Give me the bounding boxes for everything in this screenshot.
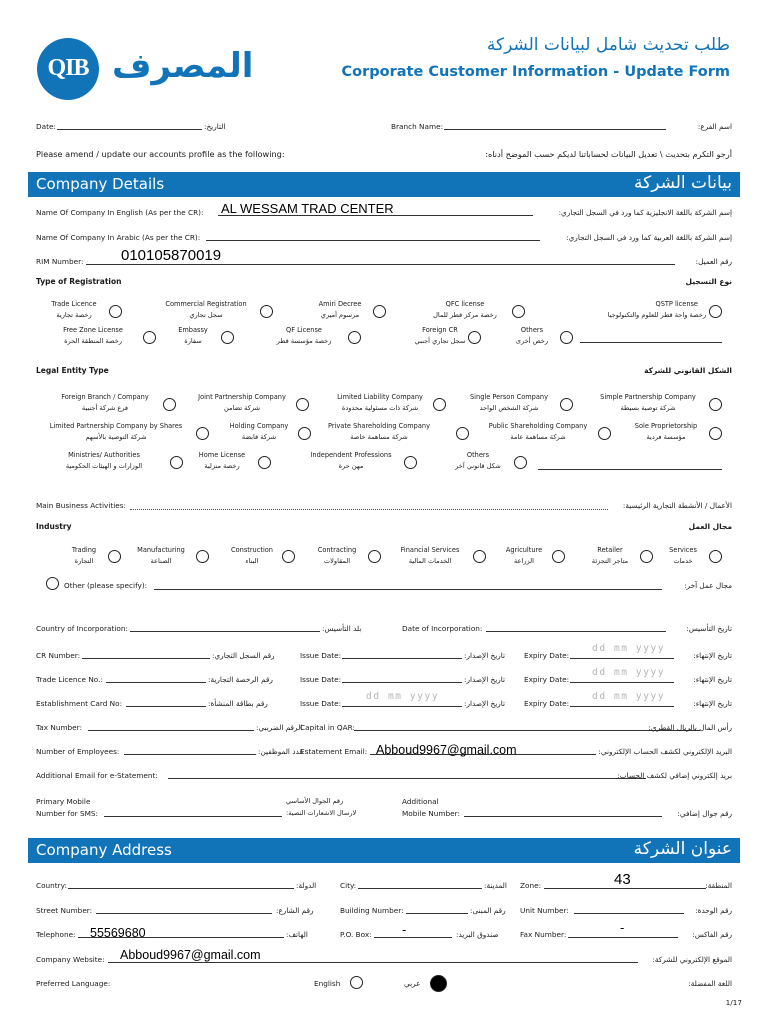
reg-foreign-cr-radio[interactable]	[468, 331, 481, 344]
est-issue-label: Issue Date:	[300, 699, 342, 708]
reg-commercial-registration[interactable]	[158, 300, 254, 319]
reg-qstp-license[interactable]	[560, 300, 706, 319]
rim-field[interactable]	[86, 264, 675, 265]
addr-street-label: Street Number:	[36, 906, 93, 915]
addr-building-label: Building Number:	[340, 906, 404, 915]
industry-other-label: Other (please specify):	[64, 581, 148, 590]
addr-country-label: Country:	[36, 881, 67, 890]
cr-issue-label: Issue Date:	[300, 651, 342, 660]
option-label-ar: خدمات	[673, 557, 693, 565]
option-label: Financial Services	[400, 546, 460, 554]
addr-country-label-ar: الدولة:	[296, 881, 317, 890]
option-label: Limited Liability Company	[337, 393, 423, 401]
cr-expiry-label-ar: تاريخ الإنتهاء:	[693, 651, 732, 660]
estatement-label: Estatement Email:	[300, 747, 368, 756]
industry-construction[interactable]	[224, 546, 280, 565]
option-label-ar: شركة الشخص الواحد	[479, 404, 539, 412]
trade-label: Trade Licence No.:	[36, 675, 103, 684]
legal-joint-partnership-radio[interactable]	[296, 398, 309, 411]
trade-label-ar: رقم الرخصة التجارية:	[208, 675, 273, 684]
primary-mobile-field[interactable]	[104, 816, 282, 817]
industry-financial[interactable]	[392, 546, 468, 565]
option-label-ar: سجل تجاري أجنبي	[414, 337, 466, 345]
legal-others-radio[interactable]	[514, 456, 527, 469]
option-label-ar: مرسوم أميري	[320, 311, 360, 319]
option-label: Foreign Branch / Company	[61, 393, 149, 401]
option-label-ar: رخصة مؤسسة قطر	[276, 337, 332, 345]
intro-text: Please amend / update our accounts profile as the following:	[36, 149, 285, 159]
option-label-ar: الزراعة	[514, 557, 534, 565]
addr-website-label: Company Website:	[36, 955, 105, 964]
industry-other-label-ar: مجال عمل آخر:	[684, 581, 732, 590]
industry-manufacturing-radio[interactable]	[196, 550, 209, 563]
date-label-ar: التاريخ:	[204, 122, 226, 131]
option-label: Trade Licence	[51, 300, 97, 308]
industry-other-field[interactable]	[154, 589, 662, 590]
legal-sole-proprietorship[interactable]	[626, 422, 706, 441]
option-label: Independent Professions	[310, 451, 392, 459]
industry-trading-radio[interactable]	[108, 550, 121, 563]
addr-telephone-value: 55569680	[90, 926, 146, 940]
addr-telephone-label-ar: الهاتف:	[286, 930, 308, 939]
addr-zone-label: Zone:	[520, 881, 542, 890]
addr-city-label: City:	[340, 881, 357, 890]
legal-simple-partnership[interactable]	[594, 393, 702, 412]
addr-country-field[interactable]	[68, 888, 294, 889]
bank-name-ar: المصرف	[112, 46, 254, 86]
legal-single-person[interactable]	[462, 393, 556, 412]
company-address-title-ar: عنوان الشركة	[633, 839, 732, 859]
intro-text-ar: أرجو التكرم بتحديث \ تعديل البيانات لحساباتنا لديكم حسب الموضح أدناه:	[485, 149, 732, 159]
legal-independent[interactable]	[302, 451, 400, 470]
addr-fax-label-ar: رقم الفاكس:	[692, 930, 732, 939]
option-label: QF License	[286, 326, 322, 334]
addr-unit-label-ar: رقم الوحدة:	[695, 906, 732, 915]
date-field[interactable]	[57, 129, 202, 130]
legal-title: Legal Entity Type	[36, 366, 109, 375]
addr-city-field[interactable]	[358, 888, 482, 889]
date-label: Date:	[36, 122, 56, 131]
company-details-bar	[28, 172, 740, 197]
addr-building-label-ar: رقم المبنى:	[470, 906, 506, 915]
company-details-title: Company Details	[36, 175, 165, 193]
cr-label: CR Number:	[36, 651, 81, 660]
industry-other-radio[interactable]	[46, 577, 59, 590]
option-label: Simple Partnership Company	[600, 393, 696, 401]
estatement-value: Abboud9967@gmail.com	[376, 743, 517, 757]
capital-label: Capital in QAR:	[300, 723, 355, 732]
option-label-ar: الخدمات المالية	[408, 557, 452, 565]
add-email-label-ar: بريد إلكتروني إضافي لكشف الحساب:	[617, 771, 732, 780]
industry-trading[interactable]	[62, 546, 106, 565]
trade-issue-field[interactable]	[342, 682, 462, 683]
company-address-title: Company Address	[36, 841, 172, 859]
option-label: Services	[669, 546, 697, 554]
option-label-ar: البناء	[245, 557, 259, 565]
option-label-ar: متاجر التجزئة	[591, 557, 629, 565]
est-expiry-label-ar: تاريخ الإنتهاء:	[693, 699, 732, 708]
legal-independent-radio[interactable]	[404, 456, 417, 469]
option-label: Home License	[198, 451, 246, 459]
industry-agriculture-radio[interactable]	[552, 550, 565, 563]
date-inc-field[interactable]	[486, 631, 666, 632]
option-label-ar: رخصة المنطقة الحرة	[64, 337, 122, 345]
option-label: QSTP license	[655, 300, 698, 308]
registration-title: Type of Registration	[36, 277, 122, 286]
legal-private-shareholding[interactable]	[306, 422, 452, 441]
option-label-ar: شكل قانوني آخر	[455, 462, 501, 470]
industry-title: Industry	[36, 522, 72, 531]
add-mobile-label-1: Additional	[402, 797, 439, 806]
legal-holding[interactable]	[222, 422, 296, 441]
employees-field[interactable]	[124, 754, 256, 755]
industry-contracting-radio[interactable]	[368, 550, 381, 563]
branch-field[interactable]	[444, 129, 666, 130]
company-details-title-ar: بيانات الشركة	[633, 173, 732, 193]
option-label: Others	[466, 451, 490, 459]
legal-limited-partnership-shares[interactable]	[40, 422, 192, 441]
legal-ministries-radio[interactable]	[170, 456, 183, 469]
employees-label: Number of Employees:	[36, 747, 120, 756]
trade-expiry-label-ar: تاريخ الإنتهاء:	[693, 675, 732, 684]
addr-city-label-ar: المدينة:	[484, 881, 507, 890]
option-label-ar: الصناعة	[150, 557, 172, 565]
trade-expiry-field[interactable]	[570, 682, 674, 683]
activities-label-ar: الأعمال / الأنشطة التجارية الرئيسية:	[622, 501, 732, 510]
branch-label-ar: اسم الفرع:	[697, 122, 732, 131]
primary-mobile-label-ar-2: لارسال الاشعارات النصية:	[286, 809, 357, 817]
cr-issue-label-ar: تاريخ الإصدار:	[464, 651, 506, 660]
legal-private-shareholding-radio[interactable]	[456, 427, 469, 440]
add-email-field[interactable]	[168, 778, 646, 779]
option-label-ar: سفارة	[184, 337, 202, 345]
option-label-ar: شركة تضامن	[223, 404, 261, 412]
option-label: Limited Partnership Company by Shares	[49, 422, 183, 430]
option-label: Ministries/ Authorities	[68, 451, 140, 459]
option-label: Single Person Company	[470, 393, 548, 401]
est-field[interactable]	[126, 706, 206, 707]
reg-qf-license-radio[interactable]	[348, 331, 361, 344]
name-ar-label-ar: إسم الشركة باللغة العربية كما ورد في السجل التجاري:	[566, 233, 732, 242]
industry-manufacturing[interactable]	[128, 546, 194, 565]
option-label-ar: الوزارات و الهيئات الحكومية	[65, 462, 143, 470]
form-title-en: Corporate Customer Information - Update Form	[341, 64, 730, 80]
option-label: Free Zone License	[63, 326, 123, 334]
legal-sole-proprietorship-radio[interactable]	[709, 427, 722, 440]
reg-qf-license[interactable]	[264, 326, 344, 345]
option-label: Foreign CR	[422, 326, 458, 334]
lang-english-label: English	[314, 979, 341, 988]
primary-mobile-label-ar-1: رقم الجوال الأساسي	[286, 797, 344, 805]
est-expiry-field[interactable]	[570, 706, 674, 707]
industry-services-radio[interactable]	[709, 550, 722, 563]
reg-foreign-cr[interactable]	[412, 326, 468, 345]
option-label: Joint Partnership Company	[198, 393, 286, 401]
qib-logo	[37, 38, 99, 100]
industry-contracting[interactable]	[310, 546, 364, 565]
addr-unit-label: Unit Number:	[520, 906, 569, 915]
legal-simple-partnership-radio[interactable]	[709, 398, 722, 411]
option-label-ar: فرع شركة أجنبية	[81, 404, 129, 412]
est-issue-label-ar: تاريخ الإصدار:	[464, 699, 506, 708]
est-expiry-label: Expiry Date:	[524, 699, 570, 708]
addr-building-field[interactable]	[406, 913, 468, 914]
legal-others[interactable]	[446, 451, 510, 470]
legal-others-field[interactable]	[538, 469, 722, 470]
addr-zone-value: 43	[614, 871, 631, 888]
reg-qfc-license[interactable]	[422, 300, 508, 319]
lang-english-radio[interactable]	[350, 976, 363, 989]
trade-field[interactable]	[106, 682, 206, 683]
addr-fax-label: Fax Number:	[520, 930, 567, 939]
name-en-label-ar: إسم الشركة باللغة الانجليزية كما ورد في السجل التجاري:	[558, 208, 732, 217]
primary-mobile-label-2: Number for SMS:	[36, 809, 99, 818]
option-label: Trading	[71, 546, 97, 554]
country-inc-label: Country of Incorporation:	[36, 624, 128, 633]
option-label: Amiri Decree	[318, 300, 362, 308]
capital-label-ar: رأس المال بالريال القطري:	[648, 723, 732, 732]
legal-single-person-radio[interactable]	[560, 398, 573, 411]
add-mobile-field[interactable]	[464, 816, 662, 817]
option-label-ar: المقاولات	[323, 557, 351, 565]
add-mobile-label-ar: رقم جوال إضافي:	[677, 809, 732, 818]
registration-title-ar: نوع التسجيل	[685, 277, 732, 286]
branch-label: Branch Name:	[391, 122, 444, 131]
industry-services[interactable]	[662, 546, 704, 565]
reg-free-zone-radio[interactable]	[143, 331, 156, 344]
option-label-ar: شركة قابضة	[241, 433, 277, 441]
legal-foreign-branch-radio[interactable]	[163, 398, 176, 411]
employees-label-ar: عدد الموظفين:	[258, 747, 304, 756]
option-label-ar: مهن حرة	[338, 462, 364, 470]
rim-label-ar: رقم العميل:	[695, 257, 732, 266]
addr-language-label: Preferred Language:	[36, 979, 111, 988]
addr-language-label-ar: اللغة المفضلة:	[688, 979, 732, 988]
addr-telephone-label: Telephone:	[36, 930, 76, 939]
legal-title-ar: الشكل القانوني للشركة	[644, 366, 732, 375]
primary-mobile-label-1: Primary Mobile	[36, 797, 91, 806]
option-label-ar: شركة مساهمة عامة	[510, 433, 566, 441]
option-label-ar: شركة مساهمة خاصة	[350, 433, 408, 441]
legal-public-shareholding-radio[interactable]	[598, 427, 611, 440]
legal-llc[interactable]	[330, 393, 430, 412]
option-label-ar: رخصة مركز قطر للمال	[433, 311, 497, 319]
option-label-ar: سجل تجاري	[189, 311, 223, 319]
reg-others-radio[interactable]	[560, 331, 573, 344]
option-label-ar: شركة التوصية بالأسهم	[85, 433, 147, 441]
addr-fax-field[interactable]	[568, 937, 678, 938]
option-label: Embassy	[178, 326, 208, 334]
reg-qstp-license-radio[interactable]	[709, 305, 722, 318]
estatement-label-ar: البريد الإلكتروني لكشف الحساب الإلكتروني:	[598, 747, 732, 756]
est-label-ar: رقم بطاقة المنشأة:	[208, 699, 268, 708]
industry-financial-radio[interactable]	[473, 550, 486, 563]
option-label: Construction	[231, 546, 273, 554]
cr-label-ar: رقم السجل التجاري:	[212, 651, 275, 660]
option-label: Holding Company	[229, 422, 289, 430]
option-label: Manufacturing	[137, 546, 185, 554]
option-label-ar: شركة ذات مسئولية محدودة	[341, 404, 419, 412]
option-label: QFC license	[445, 300, 485, 308]
reg-qfc-license-radio[interactable]	[512, 305, 525, 318]
form-title-ar: طلب تحديث شامل لبيانات الشركة	[486, 35, 730, 55]
reg-embassy-radio[interactable]	[221, 331, 234, 344]
reg-others-field[interactable]	[580, 342, 722, 343]
name-ar-field[interactable]	[206, 240, 540, 241]
addr-pobox-value: -	[402, 922, 407, 937]
qib-logo-text: QIB	[47, 55, 89, 81]
trade-expiry-label: Expiry Date:	[524, 675, 570, 684]
addr-unit-field[interactable]	[574, 913, 684, 914]
est-issue-field[interactable]	[342, 706, 462, 707]
addr-pobox-field[interactable]	[374, 937, 452, 938]
legal-home-license[interactable]	[192, 451, 252, 470]
legal-ministries[interactable]	[40, 451, 168, 470]
option-label-ar: التجارة	[74, 557, 94, 565]
industry-retailer[interactable]	[580, 546, 640, 565]
trade-expiry-hint: dd mm yyyy	[592, 667, 666, 678]
option-label: Public Shareholding Company	[488, 422, 588, 430]
activities-field[interactable]	[130, 509, 608, 510]
addr-zone-field[interactable]	[544, 888, 706, 889]
legal-llc-radio[interactable]	[433, 398, 446, 411]
activities-label: Main Business Activities:	[36, 501, 126, 510]
option-label-ar: رخصة منزلية	[204, 462, 240, 470]
reg-embassy[interactable]	[168, 326, 218, 345]
option-label: Retailer	[597, 546, 623, 554]
addr-pobox-label-ar: صندوق البريد:	[456, 930, 499, 939]
addr-street-field[interactable]	[96, 913, 272, 914]
est-label: Establishment Card No:	[36, 699, 123, 708]
option-label: Private Shareholding Company	[327, 422, 430, 430]
legal-home-license-radio[interactable]	[258, 456, 271, 469]
country-inc-label-ar: بلد التأسيس:	[322, 624, 362, 633]
reg-others[interactable]	[508, 326, 556, 345]
reg-commercial-registration-radio[interactable]	[260, 305, 273, 318]
add-email-label: Additional Email for e-Statement:	[36, 771, 158, 780]
industry-construction-radio[interactable]	[282, 550, 295, 563]
date-inc-label-ar: تاريخ التأسيس:	[686, 624, 732, 633]
addr-website-field[interactable]	[108, 962, 638, 963]
industry-retailer-radio[interactable]	[640, 550, 653, 563]
tax-label: Tax Number:	[36, 723, 83, 732]
addr-pobox-label: P.O. Box:	[340, 930, 372, 939]
addr-website-value: Abboud9967@gmail.com	[120, 948, 261, 962]
lang-arabic-radio[interactable]	[430, 975, 447, 992]
rim-label: RIM Number:	[36, 257, 84, 266]
legal-foreign-branch[interactable]	[50, 393, 160, 412]
legal-public-shareholding[interactable]	[480, 422, 596, 441]
addr-website-label-ar: الموقع الإلكتروني للشركة:	[652, 955, 732, 964]
option-label-ar: رخصة تجارية	[56, 311, 92, 319]
name-en-value: AL WESSAM TRAD CENTER	[221, 201, 394, 216]
legal-joint-partnership[interactable]	[192, 393, 292, 412]
industry-agriculture[interactable]	[498, 546, 550, 565]
reg-free-zone[interactable]	[48, 326, 138, 345]
tax-field[interactable]	[88, 730, 254, 731]
reg-trade-licence[interactable]	[39, 300, 109, 319]
page-number: 1/17	[725, 998, 742, 1007]
tax-label-ar: الرقم الضريبي:	[256, 723, 303, 732]
option-label: Commercial Registration	[165, 300, 247, 308]
date-inc-label: Date of Incorporation:	[402, 624, 483, 633]
industry-title-ar: مجال العمل	[688, 522, 732, 531]
reg-amiri-decree[interactable]	[310, 300, 370, 319]
cr-expiry-label: Expiry Date:	[524, 651, 570, 660]
cr-expiry-hint: dd mm yyyy	[592, 643, 666, 654]
addr-street-label-ar: رقم الشارع:	[276, 906, 314, 915]
cr-expiry-field[interactable]	[570, 658, 674, 659]
option-label-ar: رخص أخرى	[515, 337, 549, 345]
name-en-label: Name Of Company In English (As per the CR):	[36, 208, 204, 217]
option-label: Sole Proprietorship	[634, 422, 698, 430]
legal-limited-partnership-shares-radio[interactable]	[196, 427, 209, 440]
country-inc-field[interactable]	[130, 631, 320, 632]
lang-arabic-label: عربي	[404, 979, 421, 988]
addr-zone-label-ar: المنطقة:	[705, 881, 732, 890]
option-label-ar: شركة توصية بسيطة	[620, 404, 676, 412]
option-label: Others	[520, 326, 544, 334]
reg-trade-licence-radio[interactable]	[109, 305, 122, 318]
addr-fax-value: -	[620, 920, 625, 935]
cr-field[interactable]	[82, 658, 210, 659]
option-label-ar: مؤسسة فردية	[646, 433, 686, 441]
company-address-bar	[28, 838, 740, 863]
trade-issue-label: Issue Date:	[300, 675, 342, 684]
est-expiry-hint: dd mm yyyy	[592, 691, 666, 702]
reg-amiri-decree-radio[interactable]	[373, 305, 386, 318]
option-label-ar: رخصة واحة قطر للعلوم والتكنولوجيا	[607, 311, 706, 319]
add-mobile-label-2: Mobile Number:	[402, 809, 460, 818]
option-label: Contracting	[317, 546, 357, 554]
option-label: Agriculture	[505, 546, 543, 554]
cr-issue-field[interactable]	[342, 658, 462, 659]
name-ar-label: Name Of Company In Arabic (As per the CR):	[36, 233, 201, 242]
rim-value: 010105870019	[121, 247, 222, 264]
trade-issue-label-ar: تاريخ الإصدار:	[464, 675, 506, 684]
est-issue-hint: dd mm yyyy	[366, 691, 440, 702]
